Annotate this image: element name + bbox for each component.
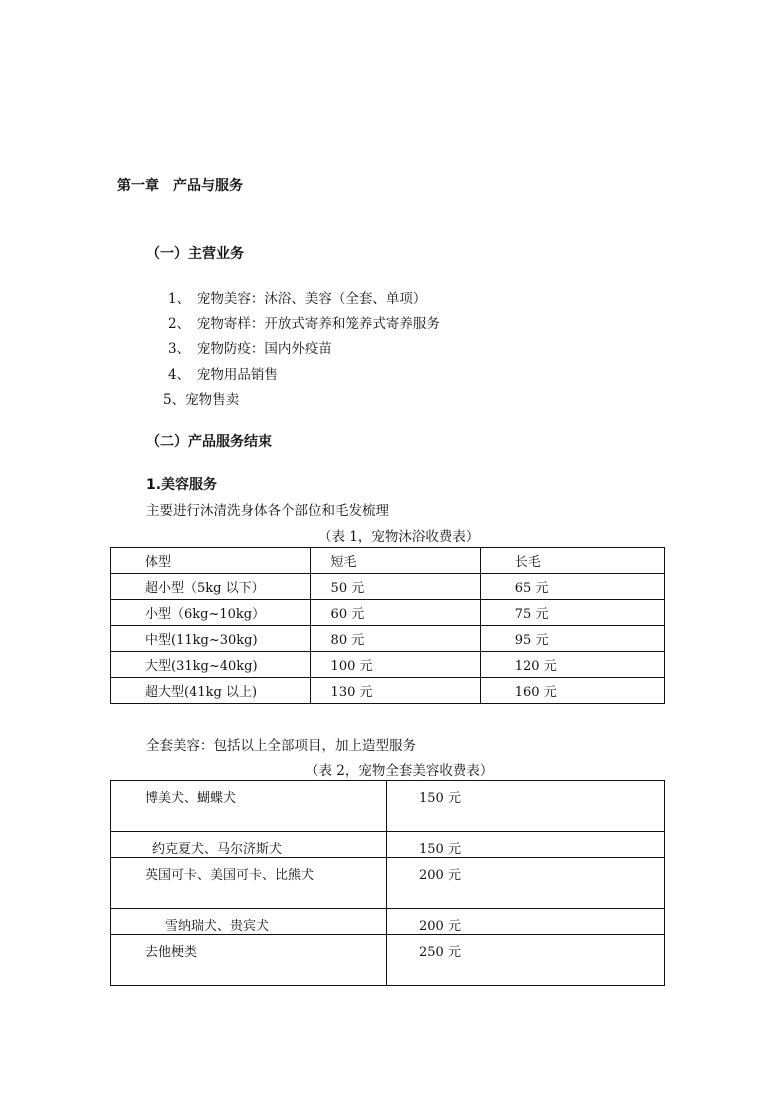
beauty-service-description: 主要进行沐清洗身体各个部位和毛发梳理 (146, 503, 389, 519)
table-cell: 65 元 (480, 574, 664, 600)
table-cell: 120 元 (480, 652, 664, 678)
table-row (111, 678, 665, 704)
table-cell: 75 元 (480, 600, 664, 626)
table-row (111, 652, 665, 678)
price-label: 200 元 (419, 919, 461, 934)
price-label: 200 元 (419, 868, 461, 883)
header-cell: 短毛 (310, 548, 480, 574)
table-cell: 中型(11kg~30kg) (111, 626, 311, 652)
price-label: 150 元 (419, 842, 461, 857)
table-cell: 小型（6kg~10kg） (111, 600, 311, 626)
table-header-row (111, 548, 665, 574)
price-label: 150 元 (419, 791, 461, 806)
table-cell (111, 909, 387, 935)
table-row (111, 626, 665, 652)
table-row (111, 781, 665, 832)
table-cell: 80 元 (310, 626, 480, 652)
breed-label: 去他梗类 (145, 945, 198, 960)
list-item: 4、 宠物用品销售 (168, 367, 278, 383)
table-cell (111, 832, 387, 858)
breed-label: 雪纳瑞犬、贵宾犬 (165, 919, 270, 934)
table-cell (387, 781, 665, 832)
list-item: 5、宠物售卖 (163, 392, 240, 408)
table2-caption: （表 2，宠物全套美容收费表） (305, 763, 494, 779)
table-cell: 大型(31kg~40kg) (111, 652, 311, 678)
bath-price-table (110, 547, 665, 704)
table1-caption: （表 1，宠物沐浴收费表） (318, 529, 480, 545)
full-set-description: 全套美容：包括以上全部项目，加上造型服务 (146, 738, 416, 754)
full-grooming-price-table (110, 780, 665, 986)
breed-label: 约克夏犬、马尔济斯犬 (152, 842, 283, 857)
section-title-main-business: （一）主营业务 (146, 246, 244, 262)
table-row (111, 600, 665, 626)
table-row (111, 858, 665, 909)
table-cell: 95 元 (480, 626, 664, 652)
list-item: 3、 宠物防疫：国内外疫苗 (168, 341, 332, 357)
table-cell (111, 858, 387, 909)
table-cell: 50 元 (310, 574, 480, 600)
header-cell: 长毛 (480, 548, 664, 574)
list-item: 1、 宠物美容：沐浴、美容（全套、单项） (168, 291, 427, 307)
table-row (111, 909, 665, 935)
table-cell: 100 元 (310, 652, 480, 678)
header-cell: 体型 (111, 548, 311, 574)
table-row (111, 935, 665, 986)
table-cell: 130 元 (310, 678, 480, 704)
table-cell: 160 元 (480, 678, 664, 704)
breed-label: 博美犬、蝴蝶犬 (145, 791, 237, 806)
list-item: 2、 宠物寄样：开放式寄养和笼养式寄养服务 (168, 316, 440, 332)
table-cell: 超小型（5kg 以下） (111, 574, 311, 600)
table-cell: 超大型(41kg 以上) (111, 678, 311, 704)
table-cell: 60 元 (310, 600, 480, 626)
beauty-service-title: 1.美容服务 (146, 477, 218, 493)
table-row (111, 574, 665, 600)
table-row (111, 832, 665, 858)
table-cell (387, 858, 665, 909)
table-cell (111, 935, 387, 986)
table-cell (387, 909, 665, 935)
table-cell (387, 935, 665, 986)
section-title-products: （二）产品服务结束 (146, 434, 272, 450)
table-cell (111, 781, 387, 832)
breed-label: 英国可卡、美国可卡、比熊犬 (145, 868, 315, 883)
chapter-title: 第一章 产品与服务 (117, 178, 243, 194)
price-label: 250 元 (419, 945, 461, 960)
table-cell (387, 832, 665, 858)
